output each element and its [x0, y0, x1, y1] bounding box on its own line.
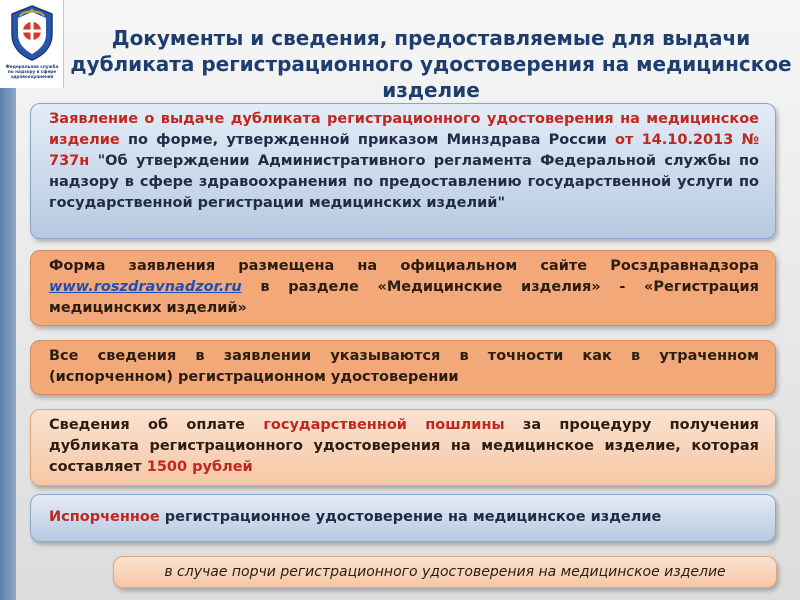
emblem-icon — [8, 4, 56, 62]
form-text-a: Форма заявления размещена на официальном сайте Росздравнадзора — [49, 258, 759, 274]
logo — [0, 0, 64, 88]
payment-text-b: за процедуру получения дубликата регистрационного удостоверения на медицинское изделие, которая составляет — [49, 417, 759, 475]
payment-block — [30, 409, 776, 486]
page-title: Документы и сведения, предоставляемые для выдачи дубликата регистрационного удостоверения на медицинское изделие — [70, 26, 792, 102]
accuracy-text: Все сведения в заявлении указываются в точности как в утраченном (испорченном) регистрационном удостоверении — [49, 348, 759, 385]
application-rest: "Об утверждении Административного регламента Федеральной службы по надзору в сфере здравоохранения по предоставлению государственной услуги по государственной регистрации медицинских изделий" — [49, 153, 759, 211]
fee-amount: 1500 рублей — [146, 459, 253, 475]
left-accent-bar — [0, 88, 16, 600]
order-reference: от 14.10.2013 № 737н — [49, 132, 759, 169]
fee-highlight: государственной пошлины — [263, 417, 505, 433]
accuracy-block — [30, 340, 776, 395]
site-link[interactable]: www.roszdravnadzor.ru — [49, 279, 242, 295]
spoiled-block — [30, 494, 776, 542]
form-text-b: в разделе «Медицинские изделия» - «Регистрация медицинских изделий» — [49, 279, 759, 316]
logo-caption: Федеральная служба по надзору в сфере здравоохранения — [5, 64, 59, 79]
application-lead: Заявление о выдаче дубликата регистрационного удостоверения на медицинское изделие — [49, 111, 759, 148]
form-block — [30, 250, 776, 326]
note-block — [113, 556, 777, 588]
payment-text-a: Сведения об оплате — [49, 417, 264, 433]
application-block — [30, 103, 776, 239]
spoiled-text: регистрационное удостоверение на медицинское изделие — [159, 509, 662, 525]
note-text: в случае порчи регистрационного удостоверения на медицинское изделие — [164, 563, 726, 580]
application-mid: по форме, утвержденной приказом Минздрава России — [119, 132, 615, 148]
spoiled-highlight: Испорченное — [49, 509, 160, 525]
